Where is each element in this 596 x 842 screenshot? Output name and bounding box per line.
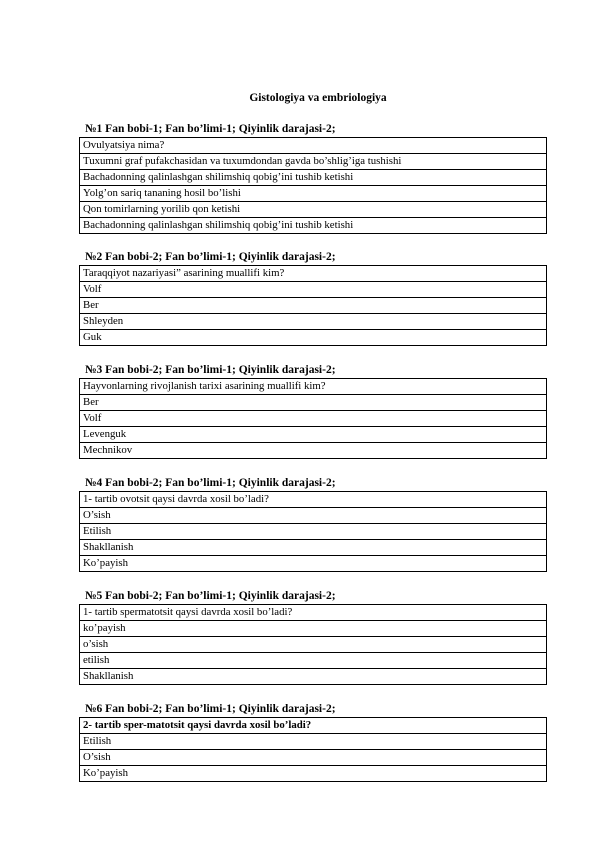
question-header: №1 Fan bobi-1; Fan bo’limi-1; Qiyinlik darajasi-2; [85, 123, 336, 135]
question-header: №3 Fan bobi-2; Fan bo’limi-1; Qiyinlik darajasi-2; [85, 364, 336, 376]
question-table [79, 137, 547, 234]
answer-row [80, 202, 547, 218]
question-text: Hayvonlarning rivojlanish tarixi asarining muallifi kim? [80, 379, 547, 395]
question-header: №2 Fan bobi-2; Fan bo’limi-1; Qiyinlik darajasi-2; [85, 251, 336, 263]
answer-row [80, 314, 547, 330]
answer-option: Shakllanish [80, 540, 547, 556]
answer-row [80, 750, 547, 766]
answer-option: Volf [80, 282, 547, 298]
answer-option: Shleyden [80, 314, 547, 330]
answer-row [80, 330, 547, 346]
answer-option: O’sish [80, 750, 547, 766]
question-row [80, 492, 547, 508]
question-block-6 [79, 702, 547, 782]
answer-row [80, 282, 547, 298]
answer-option: Volf [80, 411, 547, 427]
answer-row [80, 427, 547, 443]
answer-row [80, 298, 547, 314]
question-text: 1- tartib spermatotsit qaysi davrda xosil bo’ladi? [80, 605, 547, 621]
question-header: №5 Fan bobi-2; Fan bo’limi-1; Qiyinlik darajasi-2; [85, 590, 336, 602]
document-title: Gistologiya va embriologiya [249, 92, 387, 104]
answer-row [80, 443, 547, 459]
question-row [80, 379, 547, 395]
answer-row [80, 766, 547, 782]
answer-row [80, 669, 547, 685]
answer-option: Etilish [80, 524, 547, 540]
question-text: 1- tartib ovotsit qaysi davrda xosil bo’ladi? [80, 492, 547, 508]
question-text: 2- tartib sper-matotsit qaysi davrda xosil bo’ladi? [80, 718, 547, 734]
answer-option: Mechnikov [80, 443, 547, 459]
question-table [79, 717, 547, 782]
answer-row [80, 411, 547, 427]
answer-row [80, 154, 547, 170]
question-block-1 [79, 122, 547, 234]
answer-option: Ber [80, 395, 547, 411]
answer-option: Etilish [80, 734, 547, 750]
answer-row [80, 621, 547, 637]
question-row [80, 138, 547, 154]
answer-row [80, 395, 547, 411]
question-block-2 [79, 250, 547, 346]
answer-option: Bachadonning qalinlashgan shilimshiq qobig’ini tushib ketishi [80, 218, 547, 234]
answer-option: Ko’payish [80, 556, 547, 572]
answer-option: O’sish [80, 508, 547, 524]
answer-option: Tuxumni graf pufakchasidan va tuxumdondan gavda bo’shlig’iga tushishi [80, 154, 547, 170]
answer-row [80, 186, 547, 202]
answer-option: ko’payish [80, 621, 547, 637]
question-text: Taraqqiyot nazariyasi” asarining muallifi kim? [80, 266, 547, 282]
answer-option: o’sish [80, 637, 547, 653]
answer-option: etilish [80, 653, 547, 669]
answer-option: Qon tomirlarning yorilib qon ketishi [80, 202, 547, 218]
question-row [80, 266, 547, 282]
question-header: №4 Fan bobi-2; Fan bo’limi-1; Qiyinlik darajasi-2; [85, 477, 336, 489]
answer-option: Guk [80, 330, 547, 346]
answer-row [80, 524, 547, 540]
question-header: №6 Fan bobi-2; Fan bo’limi-1; Qiyinlik darajasi-2; [85, 703, 336, 715]
answer-row [80, 170, 547, 186]
answer-option: Levenguk [80, 427, 547, 443]
answer-row [80, 218, 547, 234]
answer-row [80, 508, 547, 524]
question-row [80, 718, 547, 734]
answer-row [80, 653, 547, 669]
question-block-4 [79, 476, 547, 572]
question-row [80, 605, 547, 621]
question-block-5 [79, 589, 547, 685]
answer-option: Ber [80, 298, 547, 314]
question-table [79, 265, 547, 346]
question-table [79, 604, 547, 685]
answer-option: Bachadonning qalinlashgan shilimshiq qobig’ini tushib ketishi [80, 170, 547, 186]
question-table [79, 378, 547, 459]
answer-row [80, 556, 547, 572]
answer-option: Shakllanish [80, 669, 547, 685]
question-block-3 [79, 363, 547, 459]
answer-row [80, 734, 547, 750]
answer-row [80, 540, 547, 556]
answer-row [80, 637, 547, 653]
question-text: Ovulyatsiya nima? [80, 138, 547, 154]
question-table [79, 491, 547, 572]
answer-option: Ko’payish [80, 766, 547, 782]
answer-option: Yolg’on sariq tananing hosil bo’lishi [80, 186, 547, 202]
